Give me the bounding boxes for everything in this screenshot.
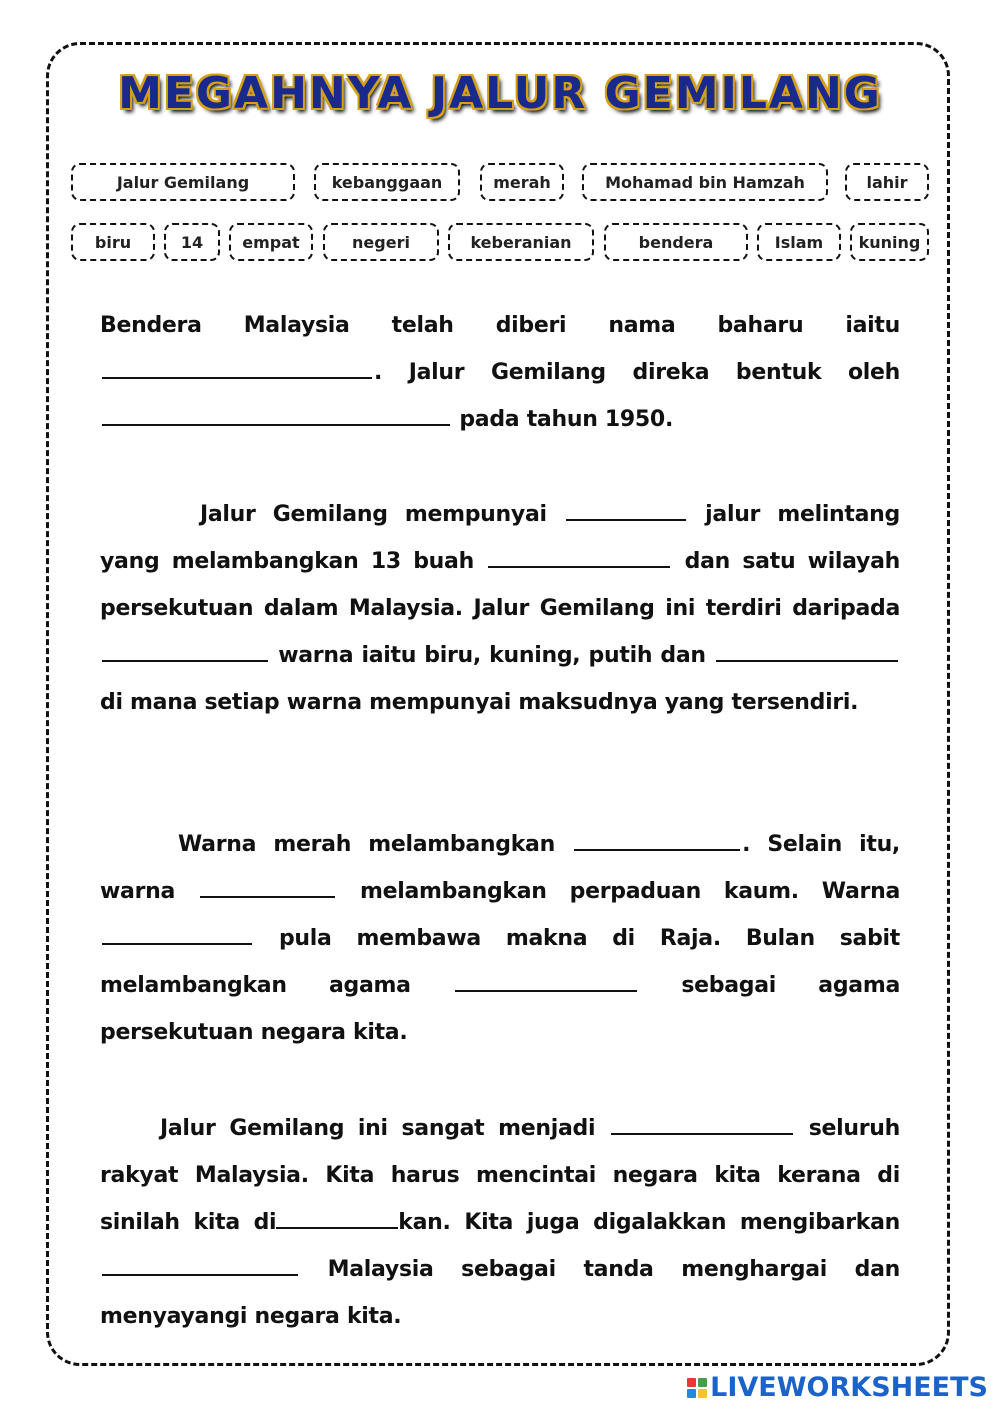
word-chip-islam[interactable]: Islam: [757, 223, 841, 261]
word-chip-bendera[interactable]: bendera: [604, 223, 748, 261]
answer-blank-7[interactable]: [574, 827, 740, 851]
word-chip-keberanian[interactable]: keberanian: [448, 223, 594, 261]
word-chip-merah[interactable]: merah: [480, 163, 564, 201]
paragraph-text: dan satu wilayah persekutuan dalam Malaysia. Jalur Gemilang ini terdiri daripada: [100, 549, 900, 621]
paragraph-text: Jalur Gemilang mempunyai: [200, 502, 564, 527]
paragraph-text: pula membawa makna di Raja. Bulan sabit melambangkan agama: [100, 926, 900, 998]
paragraph-text: seluruh rakyat Malaysia. Kita harus mencintai negara kita kerana di sinilah kita di: [100, 1116, 901, 1235]
paragraph-2: [100, 491, 900, 726]
paragraph-text: Bendera Malaysia telah diberi nama baharu iaitu: [100, 313, 900, 338]
word-chip-negeri[interactable]: negeri: [323, 223, 439, 261]
paragraph-text: Warna merah melambangkan: [178, 832, 573, 857]
page-title: MEGAHNYA JALUR GEMILANG: [118, 68, 882, 119]
paragraph-text: Jalur Gemilang ini sangat menjadi: [160, 1116, 609, 1141]
paragraph-text: jalur melintang yang melambangkan 13 buah: [100, 502, 900, 574]
paragraph-text: pada tahun 1950.: [452, 407, 674, 432]
liveworksheets-brand[interactable]: [687, 1372, 988, 1403]
paragraph-text: Malaysia sebagai tanda menghargai dan menyayangi negara kita.: [100, 1257, 900, 1329]
answer-blank-1[interactable]: [102, 355, 372, 379]
answer-blank-6[interactable]: [716, 638, 898, 662]
paragraph-1: [100, 302, 900, 443]
paragraph-3: [100, 821, 900, 1056]
paragraph-4: [100, 1105, 900, 1340]
answer-blank-13[interactable]: [102, 1252, 298, 1276]
answer-blank-8[interactable]: [200, 874, 335, 898]
word-chip-empat[interactable]: empat: [229, 223, 313, 261]
paragraph-text: warna iaitu biru, kuning, putih dan: [270, 643, 714, 668]
paragraph-text: kan. Kita juga digalakkan mengibarkan: [398, 1210, 901, 1235]
answer-blank-12[interactable]: [276, 1205, 398, 1229]
answer-blank-2[interactable]: [102, 402, 450, 426]
answer-blank-4[interactable]: [488, 544, 670, 568]
word-chip-jalur-gemilang[interactable]: Jalur Gemilang: [71, 163, 295, 201]
brand-text: LIVEWORKSHEETS: [710, 1372, 988, 1403]
liveworksheets-logo-icon: [687, 1378, 707, 1398]
paragraph-text: sebagai agama persekutuan negara kita.: [100, 973, 900, 1045]
answer-blank-11[interactable]: [611, 1111, 793, 1135]
answer-blank-9[interactable]: [102, 921, 252, 945]
word-chip-mohamad-bin-hamzah[interactable]: Mohamad bin Hamzah: [582, 163, 828, 201]
paragraph-text: melambangkan perpaduan kaum. Warna: [337, 879, 900, 904]
answer-blank-10[interactable]: [455, 968, 637, 992]
paragraph-text: . Selain itu, warna: [100, 832, 900, 904]
word-chip-14[interactable]: 14: [164, 223, 220, 261]
word-chip-biru[interactable]: biru: [71, 223, 155, 261]
paragraph-text: di mana setiap warna mempunyai maksudnya yang tersendiri.: [100, 690, 859, 715]
word-chip-kebanggaan[interactable]: kebanggaan: [314, 163, 460, 201]
word-chip-kuning[interactable]: kuning: [850, 223, 929, 261]
answer-blank-3[interactable]: [566, 497, 686, 521]
answer-blank-5[interactable]: [102, 638, 268, 662]
paragraph-text: . Jalur Gemilang direka bentuk oleh: [374, 360, 900, 385]
word-chip-lahir[interactable]: lahir: [845, 163, 929, 201]
